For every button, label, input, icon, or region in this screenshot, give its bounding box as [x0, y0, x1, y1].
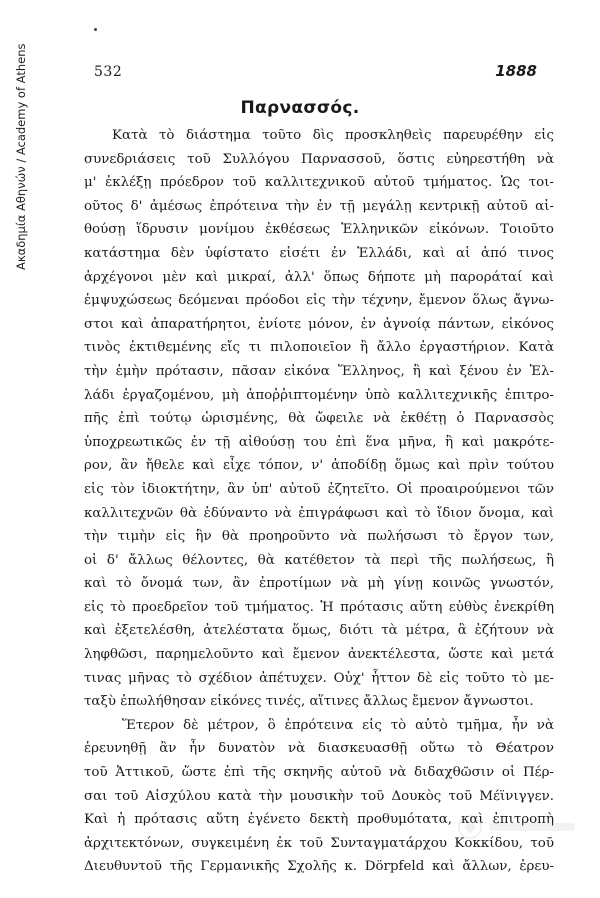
text-line: οἱ δ' ἄλλως θέλοντες, θὰ κατέθετον τὰ περὶ τῆς πωλήσεως, ἢ — [84, 552, 554, 568]
text-line: τὴν ἐμὴν πρότασιν, πᾶσαν εἰκόνα Ἕλληνος, ἢ καὶ ξένου ἐν Ἑλ- — [84, 363, 554, 379]
text-line: θούσῃ ἵδρυσιν μονίμου ἐκθέσεως Ἑλληνικῶν εἰκόνων. Τοιοῦτο — [84, 222, 554, 238]
text-line: ἐμψυχώσεως δεόμεναι πρόοδοι εἰς τὴν τέχνην, ἔμενον ὅλως ἄγνω- — [84, 293, 554, 309]
text-line: λάδι ἐργαζομένου, μὴ ἀποῤῥιπτομένην ὑπὸ καλλιτεχνικῆς ἐπιτρο- — [84, 387, 554, 403]
text-line: ἀρχέγονοι μὲν καὶ μικραί, ἀλλ' ὅπως δήποτε μὴ παροράταί καὶ — [84, 269, 554, 285]
text-line: πῆς ἐπὶ τούτῳ ὡρισμένης, θὰ ὤφειλε νὰ ἐκθέτῃ ὁ Παρνασσὸς — [84, 411, 554, 427]
text-line: στοι καὶ ἀπαρατήρητοι, ἐνίοτε μόνον, ἐν ἀγνοίᾳ πάντων, εἰκόνος — [84, 316, 554, 332]
text-line: καλλιτεχνῶν θὰ ἐδύναντο νὰ ἐπιγράφωσι καὶ τὸ ἴδιον ὄνομα, καὶ — [84, 505, 554, 521]
text-line: τινὸς ἐκτιθεμένης εἴς τι πιλοποιεῖον ἢ ἄλλο ἐργαστήριον. Κατὰ — [84, 340, 554, 356]
text-line: ρον, ἂν ἤθελε καὶ εἶχε τόπον, ν' ἀποδίδῃ ὅμως καὶ πρὶν τούτου — [84, 458, 554, 474]
text-line: συνεδριάσεις τοῦ Συλλόγου Παρνασσοῦ, ὅστις εὐηρεστήθη νὰ — [84, 151, 554, 167]
text-line: μ' ἐκλέξῃ πρόεδρον τοῦ καλλιτεχνικοῦ αὐτοῦ τμήματος. Ὡς τοι- — [84, 175, 554, 191]
section-heading: Παρνασσός. — [240, 98, 360, 118]
text-line: ἀρχιτεκτόνων, συγκειμένη ἐκ τοῦ Συνταγματάρχου Κοκκίδου, τοῦ — [84, 835, 554, 851]
text-line: ἐρευνηθῇ ἂν ἦν δυνατὸν νὰ διασκευασθῇ οὕτω τὸ Θέατρον — [84, 741, 554, 757]
text-line: τινας μῆνας τὸ σχέδιον ἀπέτυχεν. Οὐχ' ἧττον δὲ εἰς τοῦτο τὸ με- — [84, 670, 554, 686]
text-line: σαι τοῦ Αἰσχύλου κατὰ τὴν μουσικὴν τοῦ Δουκὸς τοῦ Μέϊνιγγεν. — [84, 788, 554, 804]
ink-speck — [94, 28, 97, 31]
running-head-year: 1888 — [495, 62, 537, 80]
text-line: Καὶ ἡ πρότασις αὕτη ἐγένετο δεκτὴ προθυμότατα, καὶ ἐπιτροπὴ — [84, 812, 554, 828]
text-line: καὶ ἐξετελέσθη, ἀτελέστατα ὅμως, διότι τὰ μέτρα, ἃ ἐζήτουν νὰ — [84, 623, 554, 639]
text-line: κατάστημα δὲν ὑφίστατο εἰσέτι ἐν Ἑλλάδι, καὶ αἱ ἀπό τινος — [84, 245, 554, 261]
text-line: οῦτος δ' ἀμέσως ἐπρότεινα τὴν ἐν τῇ μεγάλῃ κεντρικῇ αὐτοῦ αἰ- — [84, 198, 554, 214]
text-line: ὑποχρεωτικῶς ἐν τῇ αἰθούσῃ του ἐπὶ ἕνα μῆνα, ἢ καὶ μακρότε- — [84, 434, 554, 450]
text-line: τοῦ Ἀττικοῦ, ὥστε ἐπὶ τῆς σκηνῆς αὐτοῦ νὰ διδαχθῶσιν οἱ Πέρ- — [84, 765, 554, 781]
body-text — [84, 124, 554, 879]
text-line: Ἕτερον δὲ μέτρον, ὃ ἐπρότεινα εἰς τὸ αὐτὸ τμῆμα, ἦν νὰ — [122, 717, 554, 733]
archive-watermark-label: Ακαδημία Αθηνών / Academy of Athens — [14, 43, 28, 270]
faint-library-stamp-icon — [455, 812, 585, 842]
text-line: Κατὰ τὸ διάστημα τοῦτο δὶς προσκληθεὶς παρευρέθην εἰς — [112, 128, 554, 143]
text-line: ταξὺ ἐπωλήθησαν εἰκόνες τινές, αἵτινες ἄλλως ἔμενον ἄγνωστοι. — [84, 694, 534, 710]
text-line: τὴν τιμὴν εἰς ἣν θὰ προηρoῦντο νὰ πωλήσωσι τὸ ἔργον των, — [84, 529, 554, 545]
text-line: ληφθῶσι, παρημελοῦντο καὶ ἔμενον ἀνεκτέλεστα, ὥστε καὶ μετά — [84, 647, 554, 663]
page-number: 532 — [94, 64, 123, 80]
text-line: Διευθυντοῦ τῆς Γερμανικῆς Σχολῆς κ. Dörpfeld καὶ ἄλλων, ἐρευ- — [84, 859, 554, 875]
text-line: εἰς τὸ προεδρεῖον τοῦ τμήματος. Ἡ πρότασις αὕτη εὐθὺς ἐνεκρίθη — [84, 599, 554, 615]
text-line: εἰς τὸν ἰδιοκτήτην, ἂν ὑπ' αὐτοῦ ἐζητεῖτο. Οἱ προαιρούμενοι τῶν — [84, 481, 554, 497]
text-line: καὶ τὸ ὄνομά των, ἂν ἐπροτίμων νὰ μὴ γίνῃ κοινῶς γνωστόν, — [84, 576, 554, 592]
